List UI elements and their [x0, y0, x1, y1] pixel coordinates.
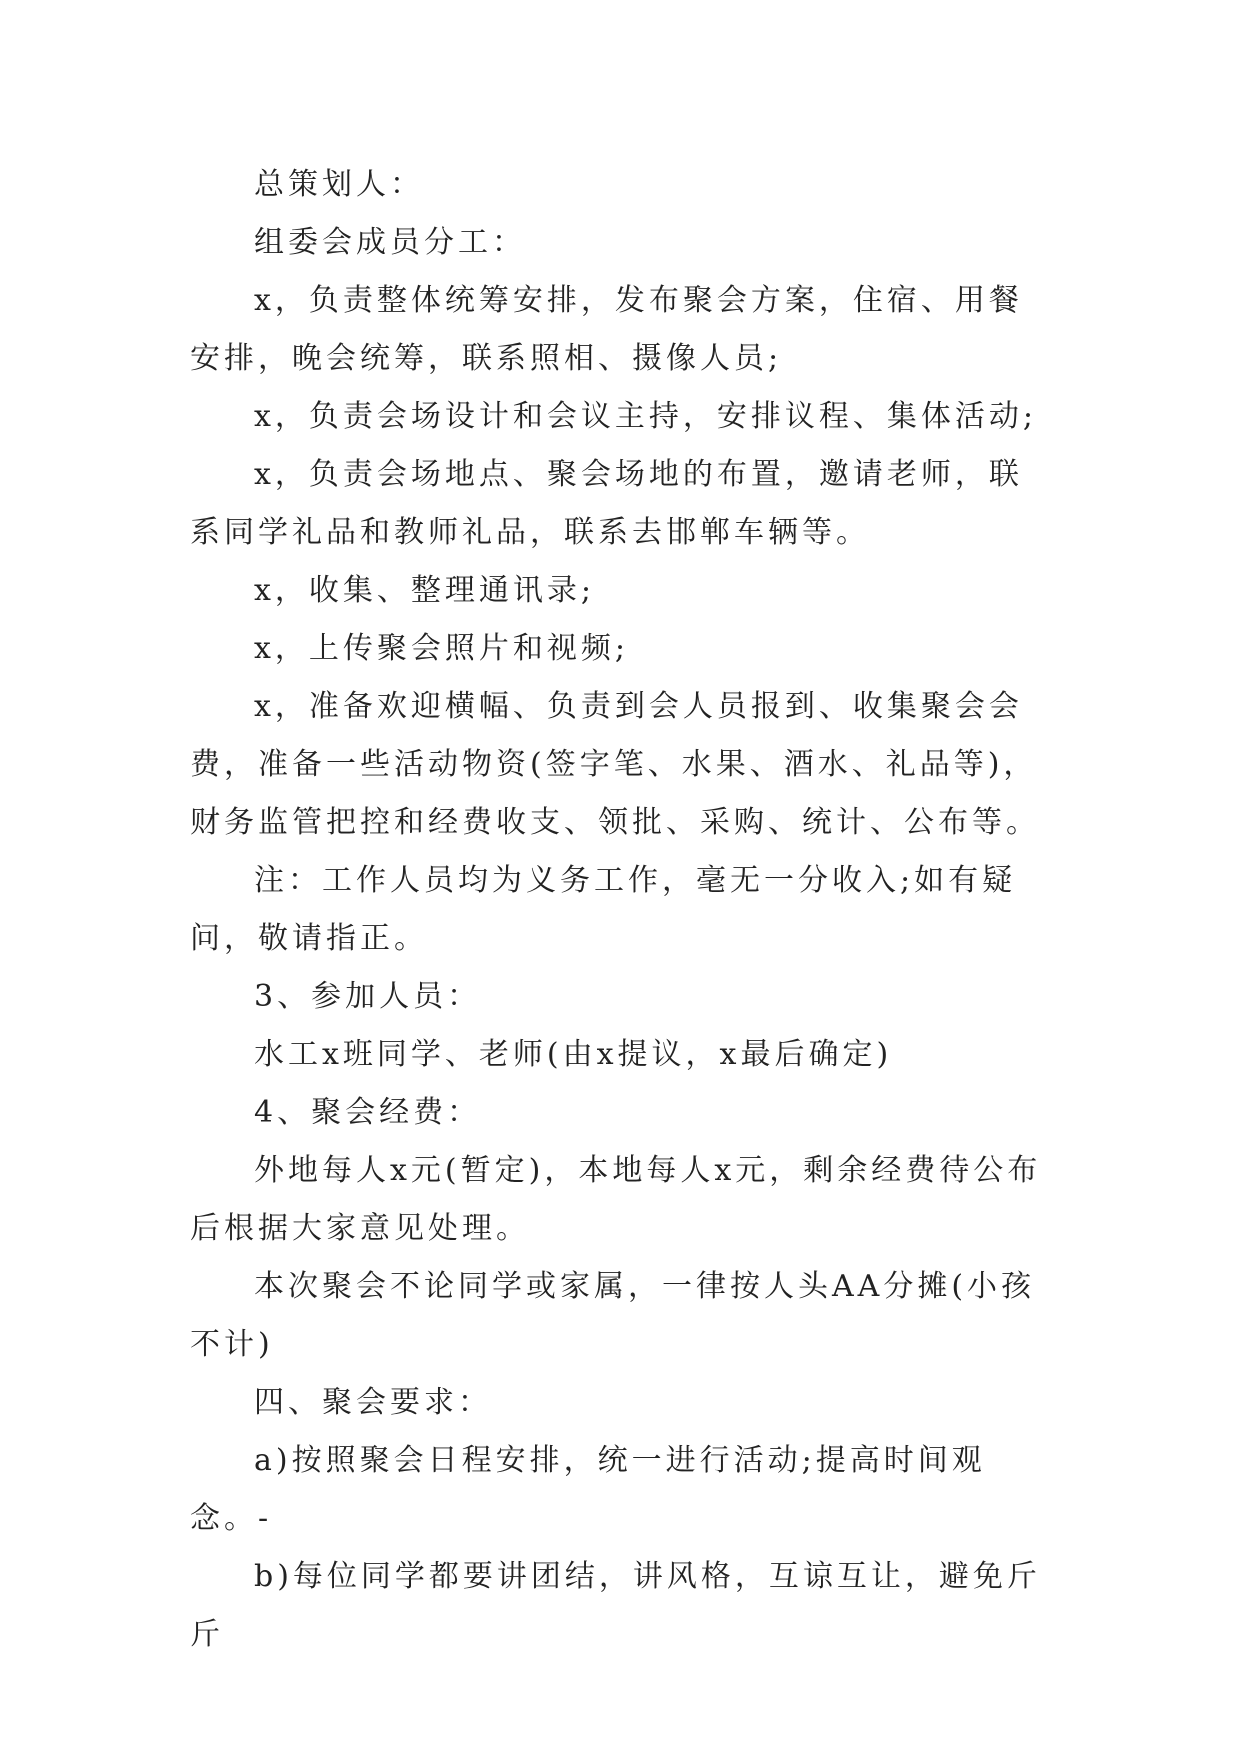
section-funds-heading: 4、聚会经费： — [254, 1095, 482, 1130]
paragraph-note: 注：工作人员均为义务工作，毫无一分收入;如有疑问，敬请指正。 — [190, 863, 1017, 956]
paragraph-chief-planner: 总策划人： — [254, 167, 424, 202]
paragraph-committee-heading: 组委会成员分工： — [254, 225, 526, 260]
paragraph-requirement-a: a)按照聚会日程安排，统一进行活动;提高时间观念。- — [190, 1443, 986, 1536]
paragraph-participants: 水工x班同学、老师(由x提议，x最后确定) — [254, 1037, 893, 1072]
paragraph-requirement-b: b)每位同学都要讲团结，讲风格，互谅互让，避免斤斤 — [190, 1559, 1041, 1652]
paragraph-duty-venue-design: x，负责会场设计和会议主持，安排议程、集体活动; — [254, 399, 1038, 434]
paragraph-duty-logistics: x，准备欢迎横幅、负责到会人员报到、收集聚会会费，准备一些活动物资(签字笔、水果、酒水、礼品等)，财务监管把控和经费收支、领批、采购、统计、公布等。 — [190, 689, 1040, 840]
document-body — [190, 156, 1052, 1664]
paragraph-duty-overall: x，负责整体统筹安排，发布聚会方案，住宿、用餐安排，晚会统筹，联系照相、摄像人员; — [190, 283, 1023, 376]
paragraph-duty-venue-setup: x，负责会场地点、聚会场地的布置，邀请老师，联系同学礼品和教师礼品，联系去邯郸车辆等。 — [190, 457, 1023, 550]
paragraph-funds: 外地每人x元(暂定)，本地每人x元，剩余经费待公布后根据大家意见处理。 — [190, 1153, 1042, 1246]
paragraph-duty-contacts: x，收集、整理通讯录; — [254, 573, 596, 608]
paragraph-duty-photos: x，上传聚会照片和视频; — [254, 631, 630, 666]
paragraph-cost-split: 本次聚会不论同学或家属，一律按人头AA分摊(小孩不计) — [190, 1269, 1036, 1362]
section-participants-heading: 3、参加人员： — [254, 979, 482, 1014]
section-requirements-heading: 四、聚会要求： — [254, 1385, 492, 1420]
